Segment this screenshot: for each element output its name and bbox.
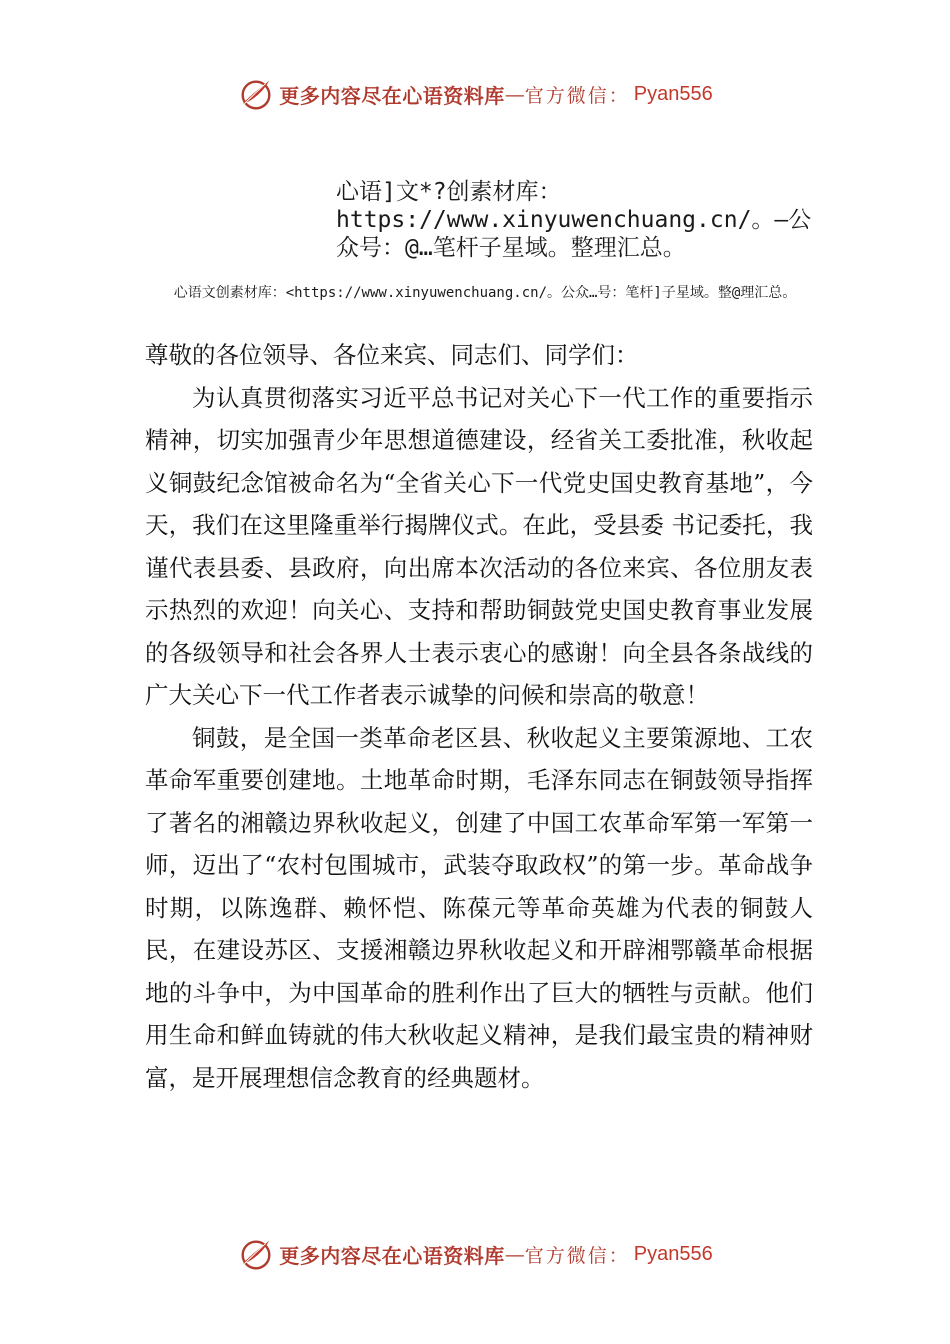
watermark-large: 心语]文*?创素材库：https://www.xinyuwenchuang.cn/。—公众号：@…笔杆子星域。整理汇总。 xyxy=(336,179,812,261)
banner-wechat-label: 官方微信： xyxy=(524,1244,630,1267)
feather-circle-logo-icon xyxy=(237,75,275,113)
footer-banner xyxy=(0,1232,950,1276)
header-banner xyxy=(0,72,950,116)
banner-wechat-id: Pyan556 xyxy=(633,82,713,105)
banner-dash: — xyxy=(504,82,525,106)
banner-wechat-id: Pyan556 xyxy=(633,1242,713,1265)
banner-slogan: 更多内容尽在心语资料库 xyxy=(279,83,505,108)
feather-circle-logo-icon xyxy=(237,1235,275,1273)
banner-dash: — xyxy=(504,1242,525,1266)
paragraph: 铜鼓，是全国一类革命老区县、秋收起义主要策源地、工农革命军重要创建地。土地革命时期，毛泽东同志在铜鼓领导指挥了著名的湘赣边界秋收起义，创建了中国工农革命军第一军第一师，迈出了“农村包围城市，武装夺取政权”的第一步。革命战争时期，以陈逸群、赖怀恺、陈葆元等革命英雄为代表的铜鼓人民，在建设苏区、支援湘赣边界秋收起义和开辟湘鄂赣革命根据地的斗争中，为中国革命的胜利作出了巨大的牺牲与贡献。他们用生命和鲜血铸就的伟大秋收起义精神，是我们最宝贵的精神财富，是开展理想信念教育的经典题材。 xyxy=(145,723,813,1092)
document-body xyxy=(145,334,813,1099)
watermark-small: 心语文创素材库：<https://www.xinyuwenchuang.cn/。公众…号：笔杆]子星域。整@理汇总。 xyxy=(173,285,797,301)
paragraph: 为认真贯彻落实习近平总书记对关心下一代工作的重要指示精神，切实加强青少年思想道德建设，经省关工委批准，秋收起义铜鼓纪念馆被命名为“全省关心下一代党史国史教育基地”，今天，我们在这里隆重举行揭牌仪式。在此，受县委 书记委托，我谨代表县委、县政府，向出席本次活动的各位来宾、各位朋友表示热烈的欢迎！向关心、支持和帮助铜鼓党史国史教育事业发展的各级领导和社会各界人士表示衷心的感谢！向全县各条战线的广大关心下一代工作者表示诚挚的问候和崇高的敬意！ xyxy=(145,383,813,709)
banner-wechat-label: 官方微信： xyxy=(524,84,630,107)
salutation: 尊敬的各位领导、各位来宾、同志们、同学们： xyxy=(145,341,639,369)
banner-slogan: 更多内容尽在心语资料库 xyxy=(279,1243,505,1268)
